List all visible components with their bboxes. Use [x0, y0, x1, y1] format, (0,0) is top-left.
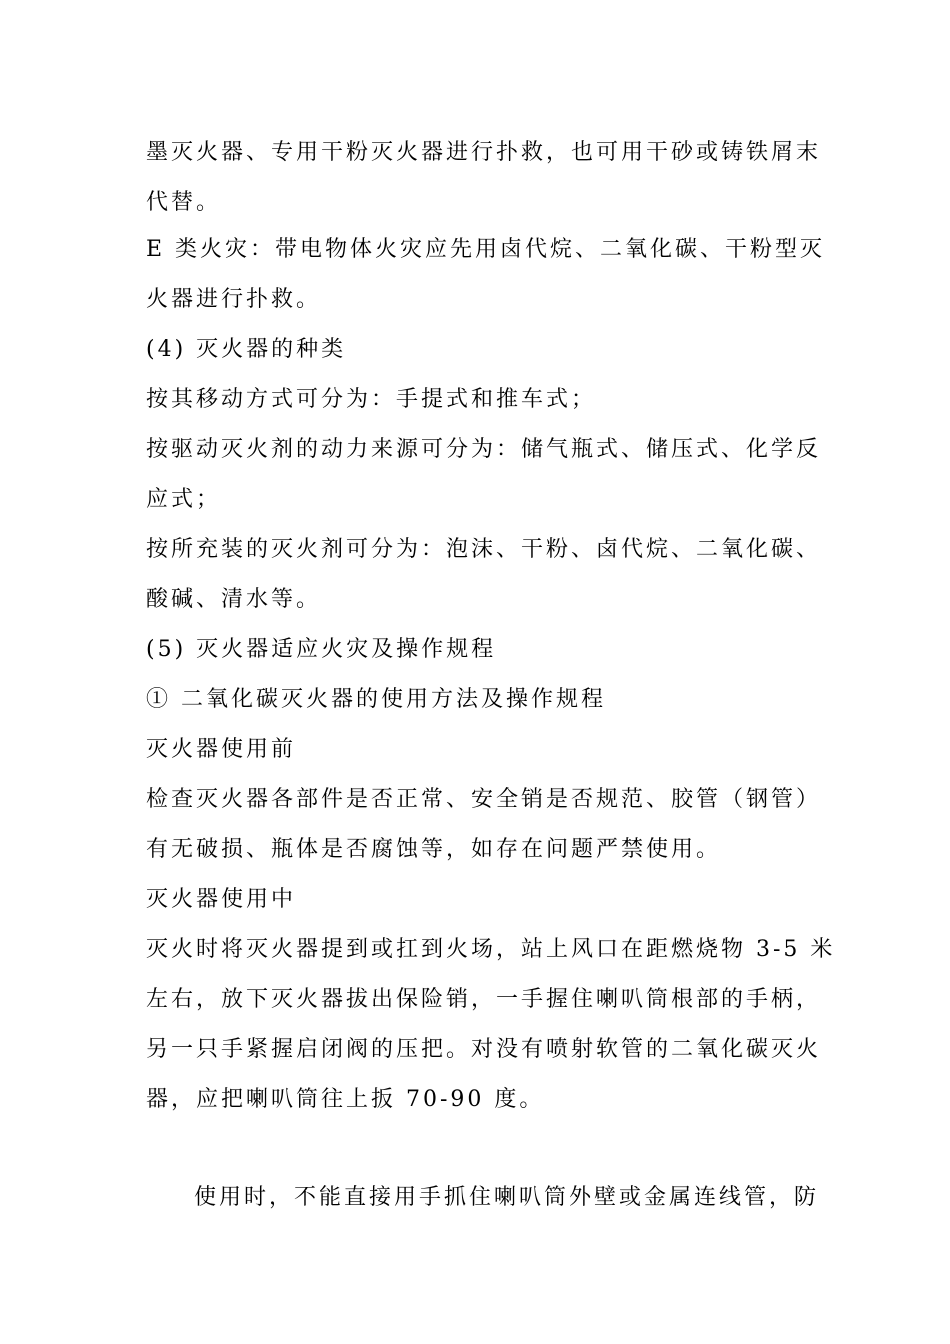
text-line-15: 有无破损、瓶体是否腐蚀等，如存在问题严禁使用。 — [146, 837, 722, 862]
step-heading-during-use: 灭火器使用中 — [146, 887, 297, 912]
section-heading-4: (4) 灭火器的种类 — [146, 337, 347, 362]
text-line-4: 火器进行扑救。 — [146, 287, 322, 312]
text-line-20: 器，应把喇叭筒往上扳 70-90 度。 — [146, 1087, 545, 1112]
subsection-heading-1: ① 二氧化碳灭火器的使用方法及操作规程 — [146, 687, 606, 712]
step-heading-before-use: 灭火器使用前 — [146, 737, 297, 762]
text-line-1: 墨灭火器、专用干粉灭火器进行扑救，也可用干砂或铸铁屑末 — [146, 140, 822, 165]
paragraph-indented-line: 使用时，不能直接用手抓住喇叭筒外壁或金属连线管，防 — [194, 1185, 820, 1210]
text-line-7: 按驱动灭火剂的动力来源可分为：储气瓶式、储压式、化学反 — [146, 437, 822, 462]
text-line-8: 应式； — [146, 487, 222, 512]
text-line-9: 按所充装的灭火剂可分为：泡沫、干粉、卤代烷、二氧化碳、 — [146, 537, 822, 562]
text-line-6: 按其移动方式可分为：手提式和推车式； — [146, 387, 597, 412]
text-line-18: 左右，放下灭火器拔出保险销，一手握住喇叭筒根部的手柄， — [146, 987, 822, 1012]
text-line-10: 酸碱、清水等。 — [146, 587, 322, 612]
text-line-14: 检查灭火器各部件是否正常、安全销是否规范、胶管（钢管） — [146, 787, 822, 812]
text-line-19: 另一只手紧握启闭阀的压把。对没有喷射软管的二氧化碳灭火 — [146, 1037, 822, 1062]
text-line-17: 灭火时将灭火器提到或扛到火场，站上风口在距燃烧物 3-5 米 — [146, 937, 836, 962]
text-line-2: 代替。 — [146, 190, 222, 215]
section-heading-5: (5) 灭火器适应火灾及操作规程 — [146, 637, 497, 662]
text-line-3: E 类火灾：带电物体火灾应先用卤代烷、二氧化碳、干粉型灭 — [146, 237, 826, 262]
